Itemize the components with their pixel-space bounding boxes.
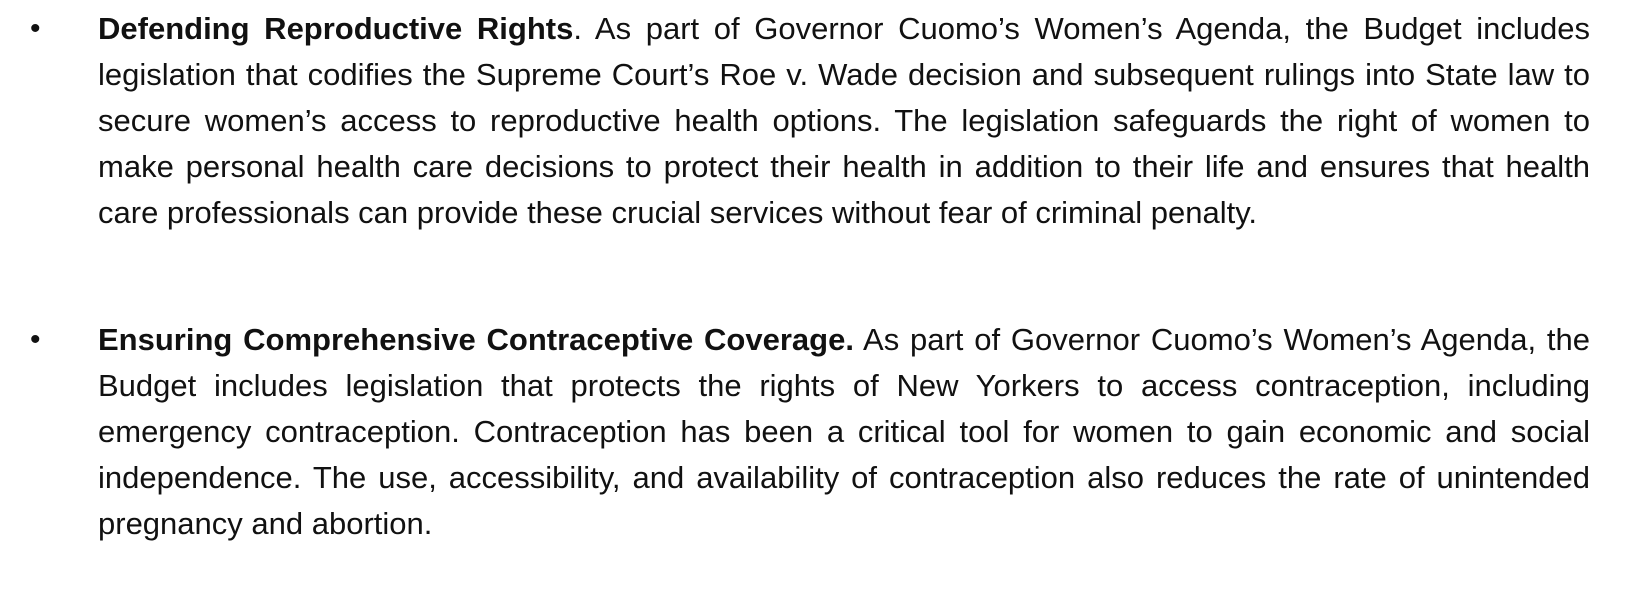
list-item-body: As part of Governor Cuomo’s Women’s Agenda, the Budget includes legislation that codifies the Supreme Court’s Roe v. Wade decision and subsequent rulings into State law to secure women’s access to reproductive health options. The legislation safeguards the right of women to make personal health care decisions to protect their health in addition to their life and ensures that health care professionals can provide these crucial services without fear of criminal penalty.	[98, 11, 1590, 230]
list-item-paragraph	[98, 317, 1590, 547]
bullet-icon: •	[30, 323, 41, 356]
list-item-heading: Defending Reproductive Rights	[98, 11, 574, 46]
list-item-heading-suffix: .	[573, 11, 582, 46]
list-item-body: As part of Governor Cuomo’s Women’s Agenda, the Budget includes legislation that protects the rights of New Yorkers to access contraception, including emergency contraception. Contraception has been a critical tool for women to gain economic and social independence. The use, accessibility, and availability of contraception also reduces the rate of unintended pregnancy and abortion.	[98, 322, 1590, 541]
list-item-heading: Ensuring Comprehensive Contraceptive Coverage.	[98, 322, 854, 357]
list-item-paragraph	[98, 6, 1590, 236]
bullet-icon: •	[30, 12, 41, 45]
